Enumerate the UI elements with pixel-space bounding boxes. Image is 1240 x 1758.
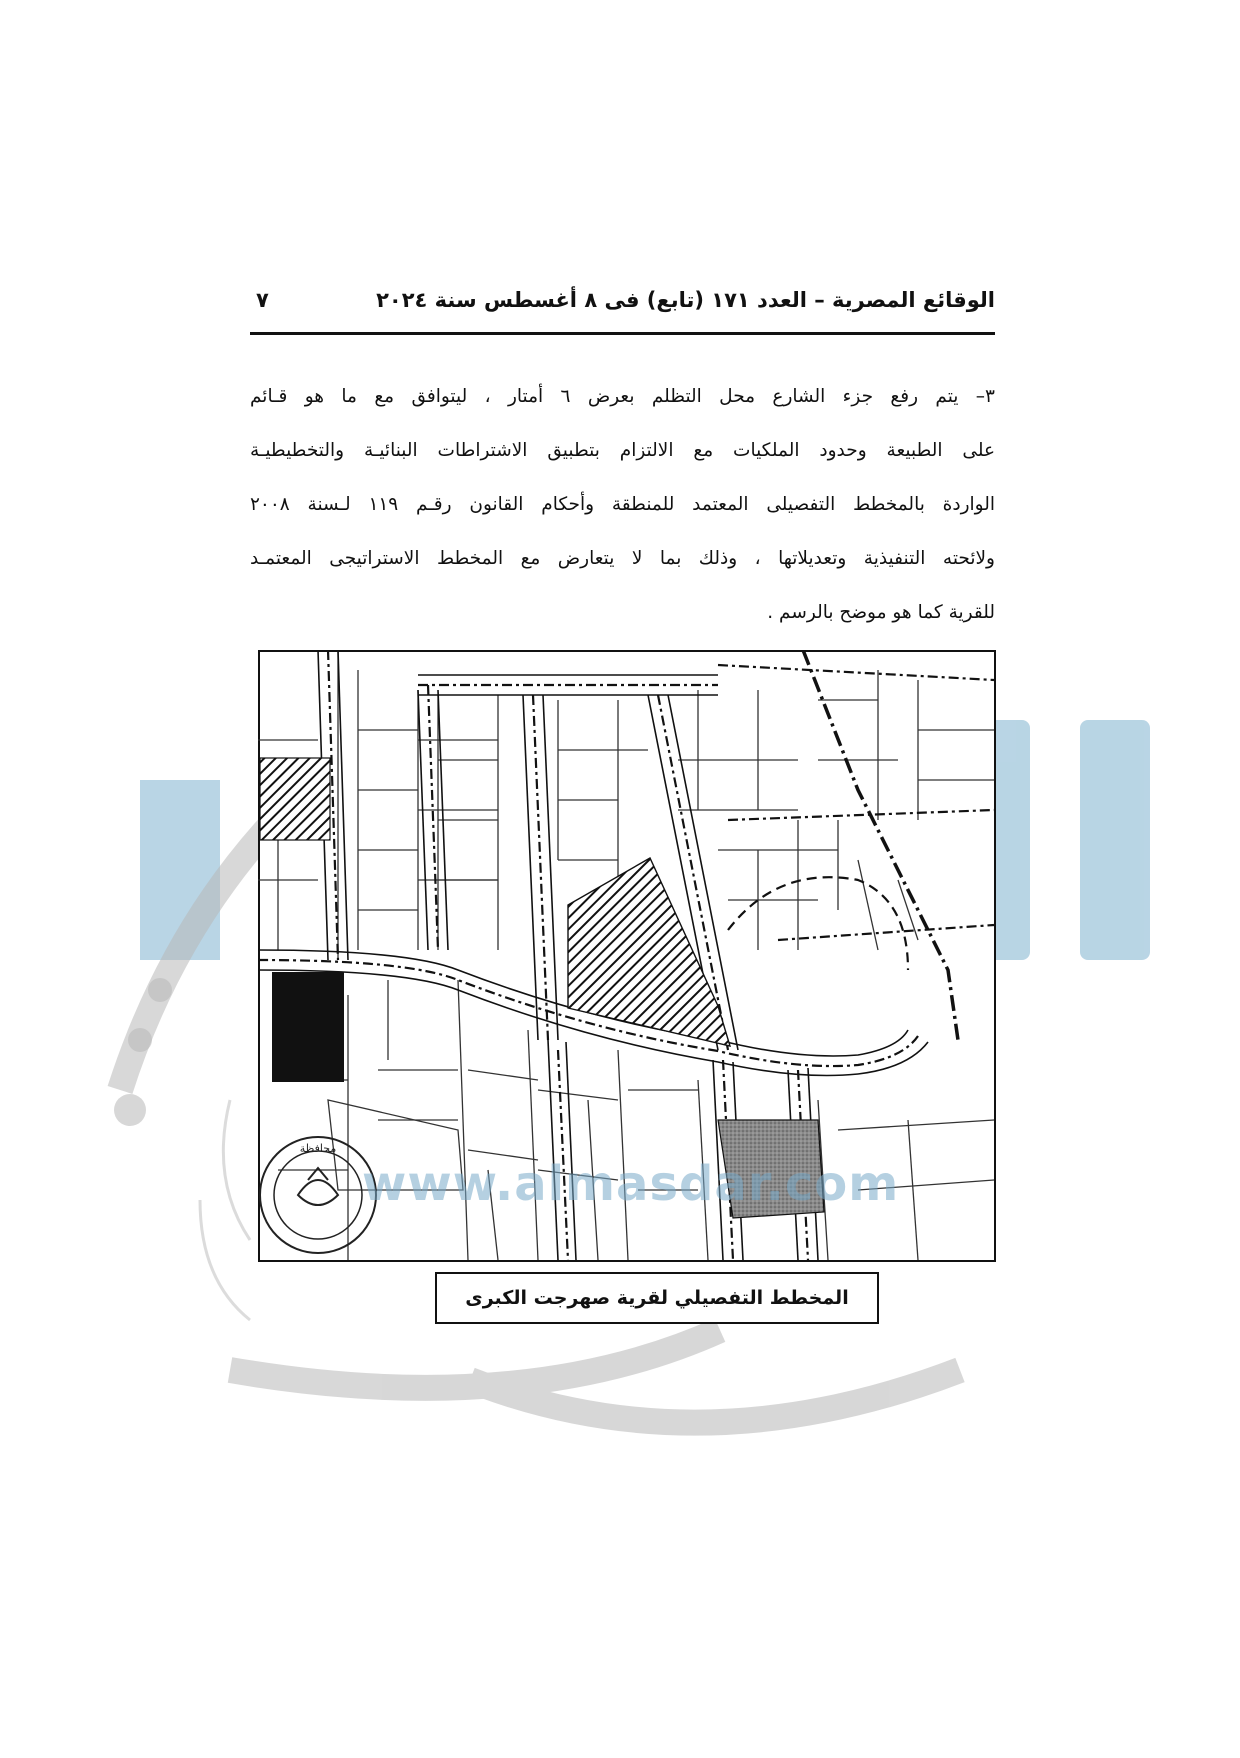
paragraph-line: الواردة بالمخطط التفصيلى المعتمد للمنطقة وأحكام القانون رقـم ١١٩ لـسنة ٢٠٠٨ — [250, 494, 995, 515]
gazette-title: الوقائع المصرية – العدد ١٧١ (تابع) فى ٨ أغسطس سنة ٢٠٢٤ — [376, 288, 995, 312]
paragraph-line: على الطبيعة وحدود الملكيات مع الالتزام بتطبيق الاشتراطات البنائيـة والتخطيطيـة — [250, 440, 995, 461]
paragraph-line: ولائحته التنفيذية وتعديلاتها ، وذلك بما لا يتعارض مع المخطط الاستراتيجى المعتمـد — [250, 548, 995, 569]
map-caption — [435, 1272, 879, 1324]
watermark-url: www.almasdar.com — [362, 1156, 900, 1212]
decree-paragraph — [250, 370, 995, 640]
paragraph-line: للقرية كما هو موضح بالرسم . — [767, 602, 995, 623]
paragraph-line: ٣– يتم رفع جزء الشارع محل التظلم بعرض ٦ أمتار ، ليتوافق مع ما هو قـائم — [250, 386, 995, 407]
page-header — [250, 282, 995, 335]
page-number: ٧ — [256, 288, 269, 312]
map-caption-text: المخطط التفصيلي لقرية صهرجت الكبرى — [465, 1287, 849, 1309]
seal-text: محافظة — [299, 1142, 337, 1155]
